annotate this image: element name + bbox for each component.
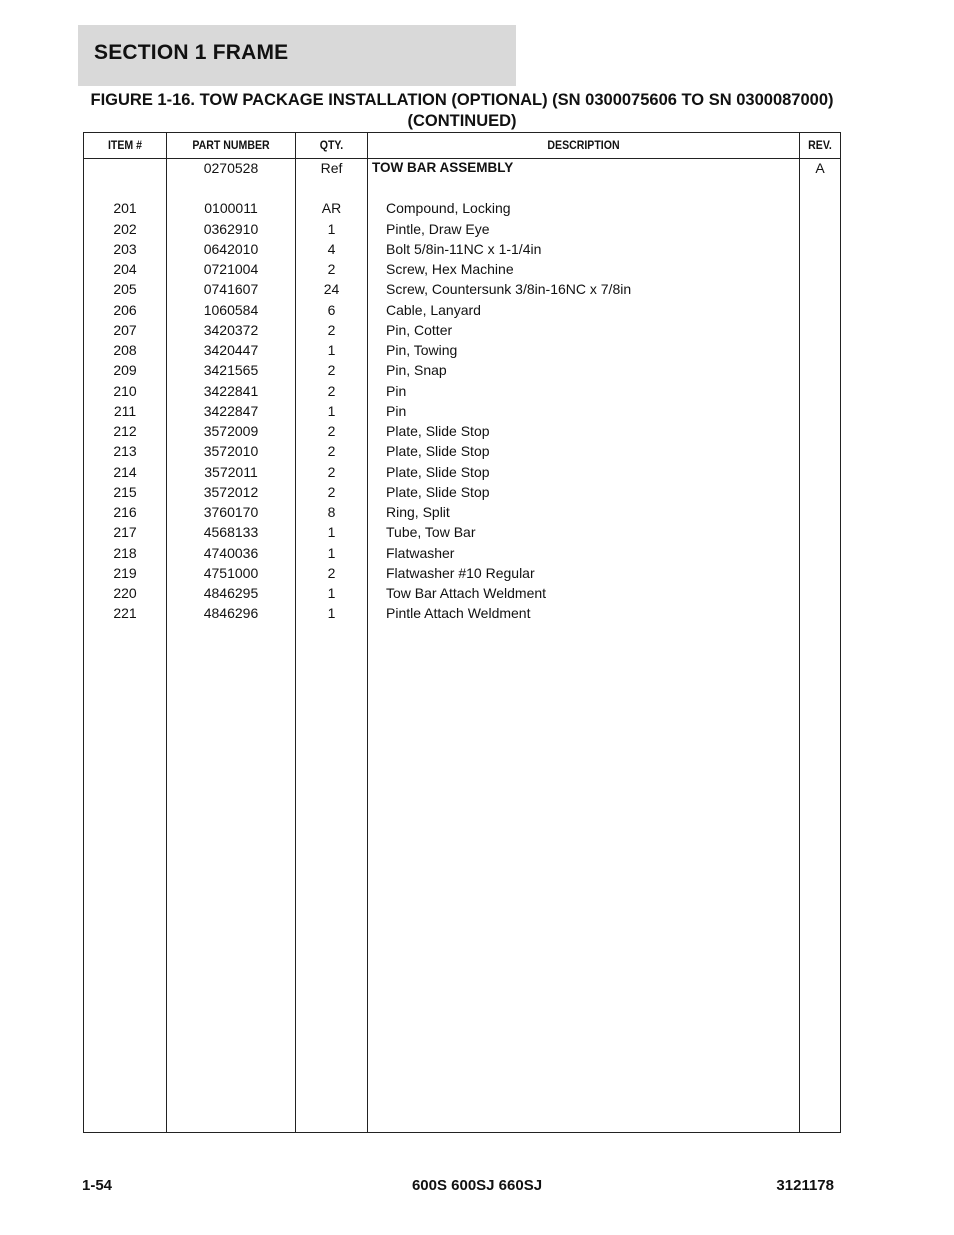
item-number: 207 [113,321,137,338]
part-number: 0362910 [203,220,259,237]
assembly-part-number: 0270528 [203,160,259,176]
description: Bolt 5/8in-11NC x 1-1/4in [386,240,542,257]
description: Pintle, Draw Eye [386,220,490,237]
assembly-description: TOW BAR ASSEMBLY [372,160,514,175]
description: Plate, Slide Stop [386,443,490,460]
description: Pin, Snap [386,362,447,379]
table-row [84,360,840,380]
description: Tube, Tow Bar [386,524,476,541]
item-number: 218 [113,544,137,561]
description: Plate, Slide Stop [386,483,490,500]
quantity: 24 [323,281,340,298]
description: Pin, Towing [386,342,458,358]
header-rev: REV. [808,138,832,152]
part-number: 0741607 [203,281,259,298]
spacer-row [84,178,840,198]
item-number: 209 [113,362,137,379]
table-body [84,158,840,624]
part-number: 3420447 [203,342,259,358]
quantity: 1 [327,220,336,237]
description: Screw, Hex Machine [386,261,514,277]
section-title: SECTION 1 FRAME [94,41,289,64]
table-row [84,381,840,401]
item-number: 208 [113,342,137,358]
part-number: 3572010 [203,443,259,460]
model-names: 600S 600SJ 660SJ [411,1177,543,1194]
page-number: 1-54 [82,1177,113,1194]
item-number: 210 [113,382,137,399]
item-number: 211 [113,402,137,419]
quantity: 2 [327,443,336,460]
description: Cable, Lanyard [386,301,481,318]
quantity: 2 [327,564,336,581]
assembly-qty: Ref [320,160,343,176]
quantity: 2 [327,362,336,379]
item-number: 213 [113,443,137,460]
part-number: 4740036 [203,544,259,561]
description: Pintle Attach Weldment [386,605,531,622]
table-row [84,279,840,299]
quantity: 2 [327,463,336,480]
table-row [84,502,840,522]
part-number: 4846296 [203,605,259,622]
table-row [84,198,840,218]
quantity: 2 [327,261,336,277]
table-row [84,441,840,461]
assembly-row [84,158,840,178]
table-row [84,603,840,623]
quantity: 1 [327,585,336,601]
item-number: 203 [113,240,137,257]
quantity: 1 [327,342,336,358]
description: Plate, Slide Stop [386,463,490,480]
table-row [84,563,840,583]
description: Pin [386,402,407,419]
description: Screw, Countersunk 3/8in-16NC x 7/8in [386,281,632,298]
item-number: 212 [113,423,137,439]
item-number: 214 [113,463,137,480]
part-number: 3422847 [203,402,259,419]
part-number: 4568133 [203,524,259,541]
item-number: 219 [113,564,137,581]
header-description: DESCRIPTION [547,138,620,152]
table-row [84,259,840,279]
table-row [84,482,840,502]
table-row [84,300,840,320]
document-number: 3121178 [776,1177,834,1194]
description: Pin, Cotter [386,321,453,338]
quantity: 4 [327,240,336,257]
quantity: 2 [327,423,336,439]
item-number: 216 [113,504,137,520]
quantity: 1 [327,524,336,541]
item-number: 221 [113,605,137,622]
quantity: AR [321,200,342,217]
part-number: 4846295 [203,585,259,601]
part-number: 1060584 [203,301,259,318]
quantity: 1 [327,605,336,622]
part-number: 3422841 [203,382,259,399]
parts-table [83,132,841,1133]
section-banner [78,25,516,86]
table-row [84,219,840,239]
table-row [84,543,840,563]
description: Flatwasher #10 Regular [386,564,535,581]
header-item: ITEM # [107,138,143,152]
part-number: 3420372 [203,321,259,338]
description: Tow Bar Attach Weldment [386,585,547,601]
description: Plate, Slide Stop [386,423,490,439]
quantity: 2 [327,382,336,399]
description: Ring, Split [386,504,450,520]
table-row [84,583,840,603]
table-row [84,320,840,340]
description: Pin [386,382,407,399]
item-number: 205 [113,281,137,298]
header-part-number: PART NUMBER [192,138,270,152]
description: Compound, Locking [386,200,511,217]
quantity: 1 [327,402,336,419]
item-number: 201 [113,200,137,217]
part-number: 0100011 [204,200,258,217]
item-number: 215 [113,483,137,500]
table-row [84,421,840,441]
figure-title: FIGURE 1-16. TOW PACKAGE INSTALLATION (OPTIONAL) (SN 0300075606 TO SN 0300087000) (CONTINUED) [90,91,834,130]
quantity: 2 [327,483,336,500]
part-number: 4751000 [203,564,259,581]
item-number: 220 [113,585,137,601]
quantity: 2 [327,321,336,338]
part-number: 3572011 [204,463,258,480]
item-number: 202 [113,220,137,237]
quantity: 6 [327,301,336,318]
part-number: 0642010 [203,240,259,257]
header-qty: QTY. [319,138,344,152]
table-row [84,401,840,421]
item-number: 204 [113,261,137,277]
assembly-rev: A [815,160,825,176]
quantity: 1 [327,544,336,561]
table-row [84,462,840,482]
table-row [84,522,840,542]
quantity: 8 [327,504,336,520]
description: Flatwasher [386,544,455,561]
table-row [84,340,840,360]
item-number: 217 [113,524,137,541]
table-row [84,239,840,259]
part-number: 0721004 [203,261,259,277]
part-number: 3421565 [203,362,259,379]
part-number: 3572012 [203,483,259,500]
part-number: 3572009 [203,423,259,439]
part-number: 3760170 [203,504,259,520]
item-number: 206 [113,301,137,318]
